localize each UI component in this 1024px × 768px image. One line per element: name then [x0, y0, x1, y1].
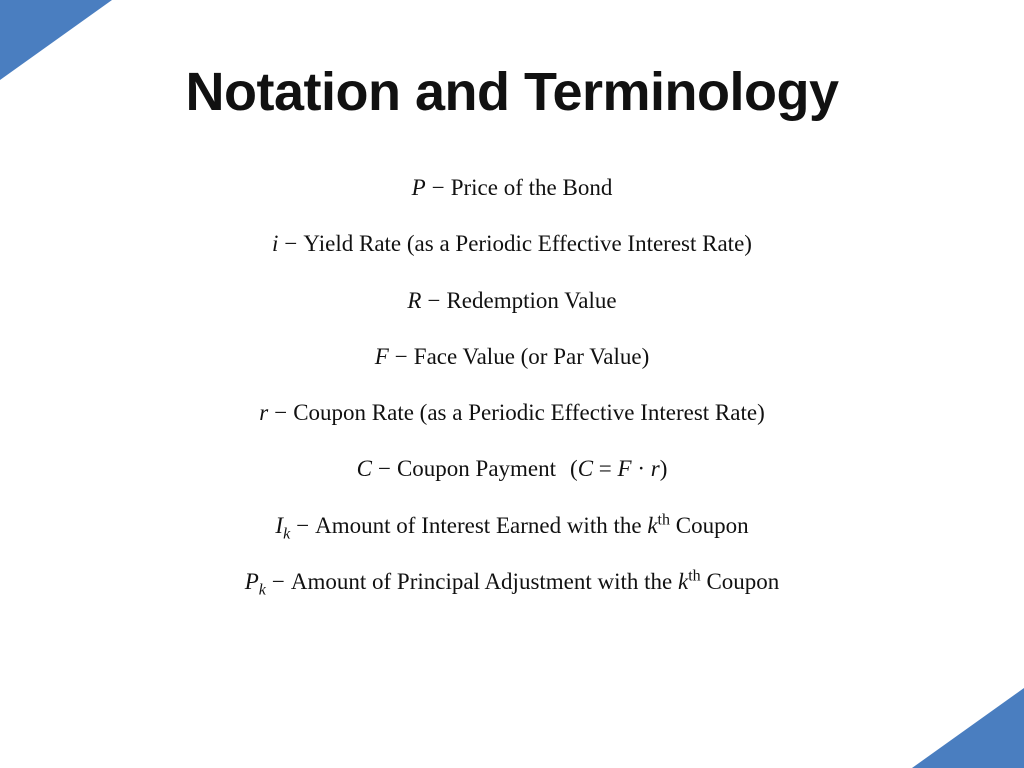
term-symbol: F	[374, 343, 389, 369]
term-subscript: k	[283, 525, 291, 543]
term-dash: −	[377, 456, 391, 482]
term-dash: −	[296, 512, 310, 538]
term-description: Price of the Bond	[450, 175, 613, 200]
term-face-value	[0, 335, 1024, 391]
term-price	[0, 166, 1024, 222]
term-dash: −	[274, 400, 288, 426]
slide-title: Notation and Terminology	[185, 62, 839, 122]
term-redemption-value	[0, 279, 1024, 335]
term-symbol: R	[407, 287, 422, 313]
ordinal-suffix: th	[688, 567, 701, 585]
term-interest-earned	[0, 504, 1024, 560]
term-dash: −	[394, 343, 408, 369]
term-dash: −	[431, 175, 445, 200]
term-description: Amount of Interest Earned with the	[315, 512, 642, 538]
formula-open-paren: (	[570, 456, 578, 482]
term-symbol: C	[356, 456, 372, 482]
term-description: Yield Rate (as a Periodic Effective Interest Rate)	[303, 231, 752, 257]
term-symbol: P	[411, 175, 426, 200]
term-symbol: i	[272, 231, 279, 257]
term-symbol: r	[259, 400, 269, 426]
term-symbol	[244, 569, 266, 599]
term-description-end: Coupon	[706, 569, 780, 595]
ordinal-base: k	[678, 569, 689, 595]
term-symbol-base: I	[275, 512, 284, 538]
term-description: Coupon Rate (as a Periodic Effective Interest Rate)	[293, 400, 765, 426]
corner-decoration-bottom-right	[912, 688, 1024, 768]
term-dash: −	[284, 231, 298, 257]
term-yield-rate	[0, 222, 1024, 278]
term-dash: −	[427, 287, 441, 313]
term-dash: −	[271, 569, 285, 595]
formula-face: F	[617, 456, 632, 482]
formula-equals: =	[598, 456, 612, 482]
term-description-end: Coupon	[675, 512, 749, 538]
term-description: Redemption Value	[446, 287, 617, 313]
formula-rate: r	[650, 456, 660, 482]
formula-dot: ·	[637, 456, 646, 482]
term-coupon-rate	[0, 391, 1024, 447]
term-description: Coupon Payment	[396, 456, 557, 482]
term-principal-adjustment	[0, 560, 1024, 616]
term-list	[0, 166, 1024, 616]
coupon-formula	[570, 456, 667, 481]
term-symbol	[275, 512, 291, 543]
formula-close-paren: )	[659, 456, 668, 482]
term-coupon-payment	[0, 447, 1024, 503]
term-description: Amount of Principal Adjustment with the	[290, 569, 673, 595]
ordinal-suffix: th	[657, 511, 670, 529]
term-symbol-base: P	[244, 569, 259, 595]
term-subscript: k	[258, 581, 266, 599]
term-description: Face Value (or Par Value)	[413, 343, 650, 369]
formula-lhs: C	[577, 456, 594, 482]
ordinal-base: k	[647, 512, 658, 538]
